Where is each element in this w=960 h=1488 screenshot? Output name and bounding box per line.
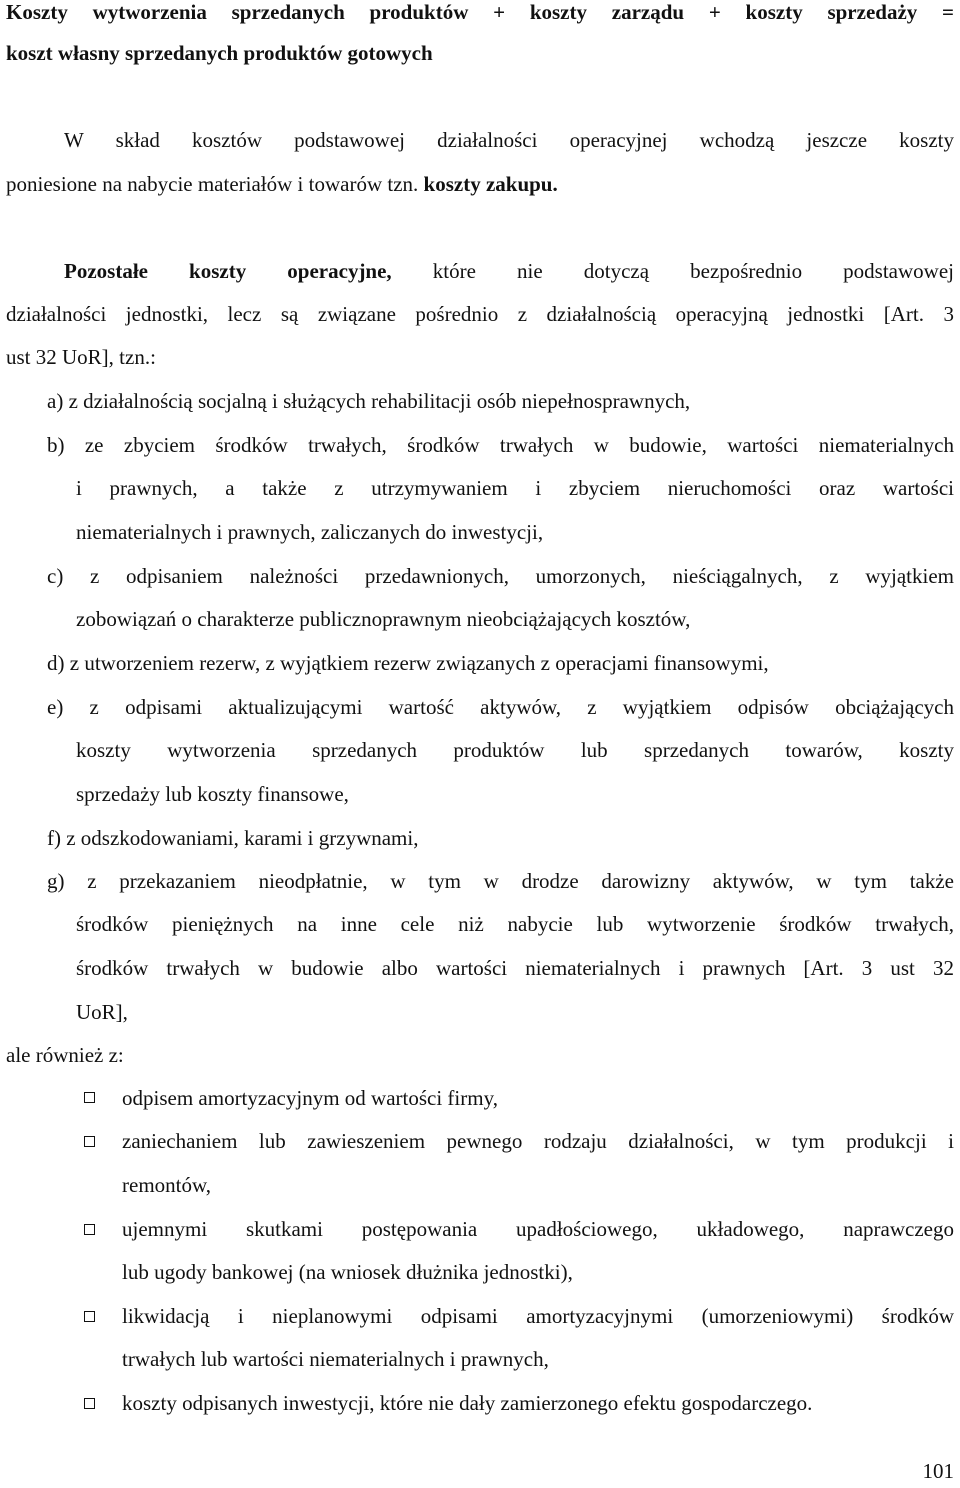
heading-formula-line-2: koszt własny sprzedanych produktów gotowych bbox=[6, 41, 433, 65]
list-item-e-line-1: e) z odpisami aktualizującymi wartość aktywów, z wyjątkiem odpisów obciążających bbox=[47, 695, 954, 719]
list-item-a: a) z działalnością socjalną i służących rehabilitacji osób niepełnosprawnych, bbox=[47, 389, 691, 413]
checkbox-bullet-icon bbox=[84, 1136, 95, 1147]
paragraph-2-line-2: działalności jednostki, lecz są związane pośrednio z działalnością operacyjną jednostki [Art. 3 bbox=[6, 302, 954, 326]
also-intro: ale również z: bbox=[6, 1043, 124, 1067]
list-item-c-line-2: zobowiązań o charakterze publicznoprawnym nieobciążających kosztów, bbox=[76, 607, 691, 631]
list-item-d: d) z utworzeniem rezerw, z wyjątkiem rezerw związanych z operacjami finansowymi, bbox=[47, 651, 769, 675]
list-item-c-line-1: c) z odpisaniem należności przedawnionych, umorzonych, nieściągalnych, z wyjątkiem bbox=[47, 564, 954, 588]
list-item-g-line-3: środków trwałych w budowie albo wartości niematerialnych i prawnych [Art. 3 ust 32 bbox=[76, 956, 954, 980]
paragraph-2-line-3: ust 32 UoR], tzn.: bbox=[6, 345, 156, 369]
bullet-item-1: odpisem amortyzacyjnym od wartości firmy, bbox=[122, 1086, 498, 1110]
list-item-b-line-1: b) ze zbyciem środków trwałych, środków trwałych w budowie, wartości niematerialnych bbox=[47, 433, 954, 457]
paragraph-2-line-1 bbox=[64, 258, 954, 284]
bullet-item-2-line-2: remontów, bbox=[122, 1173, 212, 1197]
list-item-g-line-2: środków pieniężnych na inne cele niż nabycie lub wytworzenie środków trwałych, bbox=[76, 912, 954, 936]
list-item-f: f) z odszkodowaniami, karami i grzywnami, bbox=[47, 826, 419, 850]
checkbox-bullet-icon bbox=[84, 1398, 95, 1409]
checkbox-bullet-icon bbox=[84, 1311, 95, 1322]
paragraph-2-line-1-text: które nie dotyczą bezpośrednio podstawowej bbox=[391, 259, 954, 283]
paragraph-1-line-2 bbox=[6, 171, 558, 197]
bullet-item-2-line-1: zaniechaniem lub zawieszeniem pewnego rodzaju działalności, w tym produkcji i bbox=[122, 1129, 954, 1153]
paragraph-1-line-2-text: poniesione na nabycie materiałów i towarów tzn. bbox=[6, 172, 424, 196]
bullet-item-3-line-1: ujemnymi skutkami postępowania upadłościowego, układowego, naprawczego bbox=[122, 1217, 954, 1241]
checkbox-bullet-icon bbox=[84, 1092, 95, 1103]
bullet-item-3-line-2: lub ugody bankowej (na wniosek dłużnika jednostki), bbox=[122, 1260, 573, 1284]
list-item-e-line-3: sprzedaży lub koszty finansowe, bbox=[76, 782, 349, 806]
page-number: 101 bbox=[922, 1459, 954, 1483]
list-item-g-line-1: g) z przekazaniem nieodpłatnie, w tym w drodze darowizny aktywów, w tym także bbox=[47, 869, 954, 893]
list-item-b-line-2: i prawnych, a także z utrzymywaniem i zbyciem nieruchomości oraz wartości bbox=[76, 476, 954, 500]
checkbox-bullet-icon bbox=[84, 1224, 95, 1235]
pozostale-koszty-term: Pozostałe koszty operacyjne, bbox=[64, 259, 392, 283]
list-item-b-line-3: niematerialnych i prawnych, zaliczanych do inwestycji, bbox=[76, 520, 544, 544]
list-item-g-line-4: UoR], bbox=[76, 1000, 128, 1024]
bullet-item-5: koszty odpisanych inwestycji, które nie dały zamierzonego efektu gospodarczego. bbox=[122, 1391, 813, 1415]
bullet-item-4-line-2: trwałych lub wartości niematerialnych i prawnych, bbox=[122, 1347, 549, 1371]
heading-formula-line-1: Koszty wytworzenia sprzedanych produktów + koszty zarządu + koszty sprzedaży = bbox=[6, 0, 954, 24]
list-item-e-line-2: koszty wytworzenia sprzedanych produktów lub sprzedanych towarów, koszty bbox=[76, 738, 954, 762]
bullet-item-4-line-1: likwidacją i nieplanowymi odpisami amortyzacyjnymi (umorzeniowymi) środków bbox=[122, 1304, 954, 1328]
paragraph-1-line-1: W skład kosztów podstawowej działalności operacyjnej wchodzą jeszcze koszty bbox=[64, 128, 954, 152]
koszty-zakupu-term: koszty zakupu. bbox=[423, 172, 558, 196]
